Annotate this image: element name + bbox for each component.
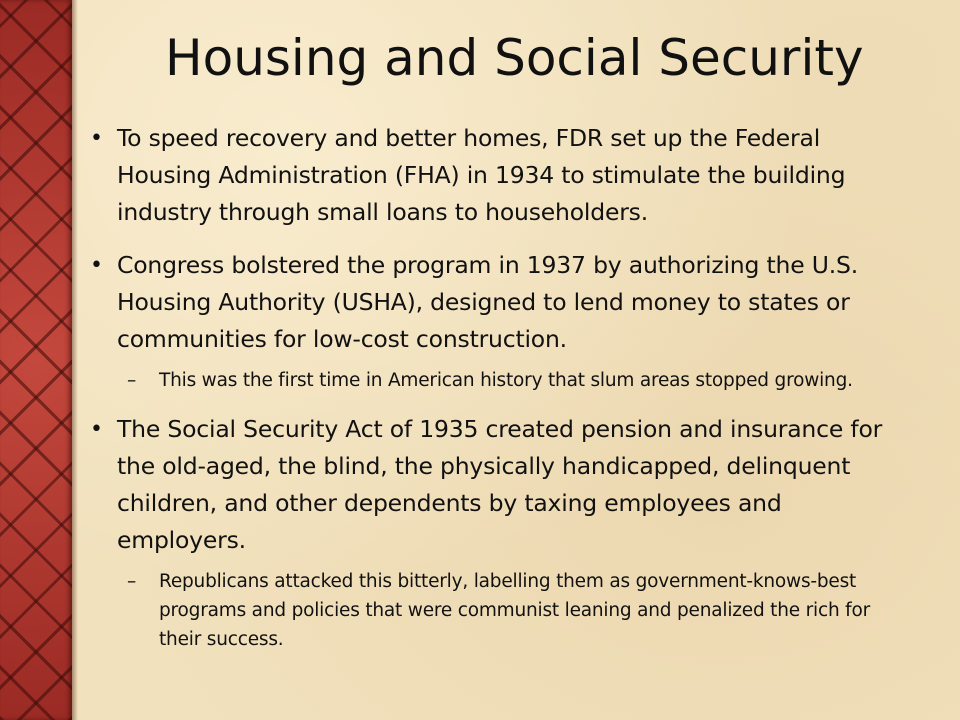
bullet-item-social-security: [85, 411, 915, 559]
bullet-icon: •: [90, 126, 103, 151]
dash-icon: –: [127, 571, 137, 592]
border-shadow: [72, 0, 78, 720]
dash-icon: –: [127, 370, 137, 391]
sub-item-slums: [85, 366, 915, 395]
bullet-text: To speed recovery and better homes, FDR set up the Federal Housing Administration (FHA) in 1934 to stimulate the building industry through small loans to householders.: [117, 124, 846, 226]
bullet-icon: •: [90, 417, 103, 442]
decorative-border: [0, 0, 72, 720]
sub-item-republicans: [85, 567, 915, 654]
slide-content: [85, 120, 915, 670]
bullet-item-usha: [85, 247, 915, 358]
sub-item-text: Republicans attacked this bitterly, labelling them as government-knows-best programs and policies that were communist leaning and penalized the rich for their success.: [159, 571, 870, 650]
bullet-icon: •: [90, 253, 103, 278]
slide-title: Housing and Social Security: [165, 29, 864, 87]
bullet-text: Congress bolstered the program in 1937 by authorizing the U.S. Housing Authority (USHA), designed to lend money to states or communities for low-cost construction.: [117, 251, 858, 353]
bullet-text: The Social Security Act of 1935 created pension and insurance for the old-aged, the blind, the physically handicapped, delinquent children, and other dependents by taxing employees and employers.: [117, 415, 883, 554]
sub-item-text: This was the first time in American history that slum areas stopped growing.: [159, 370, 853, 391]
bullet-item-fha: [85, 120, 915, 231]
